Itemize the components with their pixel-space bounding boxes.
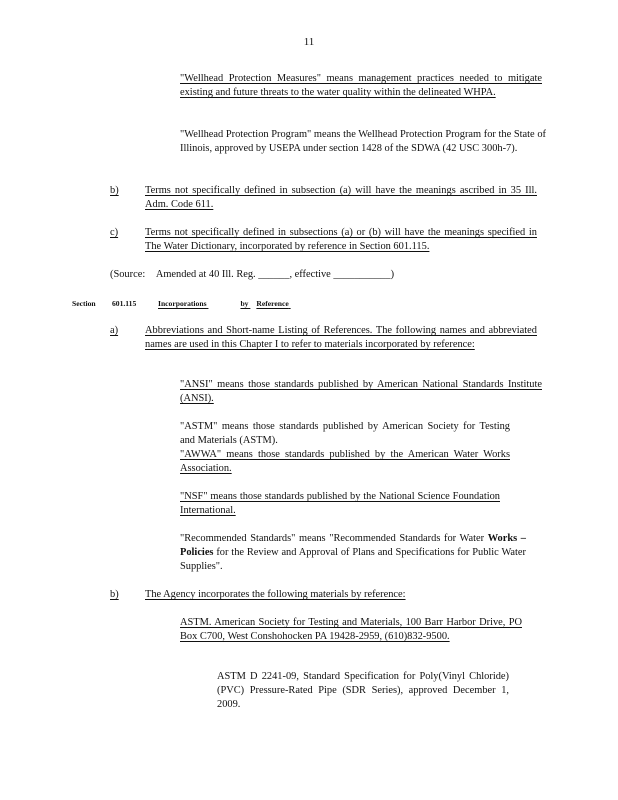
subsection-c-label: c)	[110, 227, 119, 238]
section-title-main: Incorporations	[158, 299, 207, 308]
abbrev-recommended-standards	[180, 532, 526, 574]
source-text: Amended at 40 Ill. Reg.	[155, 269, 256, 280]
source-end: )	[390, 269, 395, 280]
definition-text: "Wellhead Protection Measures" means management practices needed to mitigate existing and future threats to the water quality within the delineated WHPA.	[180, 73, 542, 98]
item-b-text: The Agency incorporates the following materials by reference:	[145, 589, 406, 600]
page-number: 11	[303, 36, 315, 48]
source-blank-date: ___________	[333, 269, 391, 280]
astm-organization-text: ASTM. American Society for Testing and Materials, 100 Barr Harbor Drive, PO Box C700, West Conshohocken PA 19428-2959, (610)832-9500.	[180, 617, 522, 642]
source-effective: , effective	[289, 269, 331, 280]
subsection-c	[145, 226, 537, 254]
section-title-by: by	[240, 299, 249, 308]
item-a-label: a)	[110, 325, 119, 336]
astm-d2241-text: ASTM D 2241-09, Standard Specification for Poly(Vinyl Chloride) (PVC) Pressure-Rated Pipe (SDR Series), approved December 1, 2009.	[217, 671, 509, 710]
subsection-b-label: b)	[110, 185, 119, 196]
source-prefix: (Source:	[110, 269, 146, 280]
definition-text: "Wellhead Protection Program" means the Wellhead Protection Program for the State of Illinois, approved by USEPA under section 1428 of the SDWA (42 USC 300h-7).	[180, 129, 546, 154]
section-number: 601.115	[112, 299, 137, 308]
subsection-b	[145, 184, 537, 212]
subsection-b-text: Terms not specifically defined in subsection (a) will have the meanings ascribed in 35 Ill. Adm. Code 611.	[145, 185, 537, 210]
item-b-label: b)	[110, 589, 119, 600]
abbrev-text: "ANSI" means those standards published by American National Standards Institute (ANSI).	[180, 379, 542, 404]
source-note	[110, 268, 530, 282]
abbrev-astm	[180, 420, 510, 448]
subsection-c-text: Terms not specifically defined in subsections (a) or (b) will have the meanings specified in The Water Dictionary, incorporated by reference in Section 601.115.	[145, 227, 537, 252]
section-label: Section	[72, 299, 96, 308]
definition-wellhead-protection-program	[180, 128, 546, 156]
abbrev-ansi	[180, 378, 542, 406]
item-b	[145, 588, 445, 602]
definition-wellhead-protection-measures	[180, 72, 542, 100]
abbrev-text: "AWWA" means those standards published by the American Water Works Association.	[180, 449, 510, 474]
recommended-rest: for the Review and Approval of Plans and Specifications for Public Water Supplies".	[180, 547, 526, 572]
astm-organization	[180, 616, 522, 644]
abbrev-awwa	[180, 448, 510, 476]
section-title	[158, 297, 319, 311]
section-title-ref: Reference	[256, 299, 289, 308]
source-blank-reg: ______	[258, 269, 290, 280]
abbrev-text: "NSF" means those standards published by the National Science Foundation International.	[180, 491, 500, 516]
recommended-line1: "Recommended Standards" means "Recommended Standards for Water	[180, 533, 485, 544]
abbrev-nsf	[180, 490, 500, 518]
recommended-bold: Works – Policies	[180, 533, 526, 558]
astm-d2241-standard	[217, 670, 509, 712]
abbrev-text: "ASTM" means those standards published by American Society for Testing and Materials (ASTM).	[180, 421, 510, 446]
item-a-text: Abbreviations and Short-name Listing of References. The following names and abbreviated names are used in this Chapter I to refer to materials incorporated by reference:	[145, 325, 537, 350]
item-a	[145, 324, 537, 352]
